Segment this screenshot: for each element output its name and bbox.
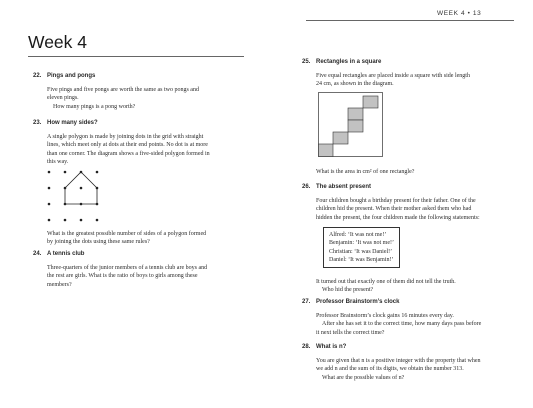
question-26-question: It turned out that exactly one of them did not tell the truth. Who hid the present? xyxy=(316,279,456,294)
question-28-heading: 28. What is n? xyxy=(302,344,347,350)
question-27-text: Professor Brainstorm’s clock gains 16 minutes every day. After she has set it to the correct time, how many days pass before it next tells the correct time? xyxy=(316,313,482,336)
page-title: Week 4 xyxy=(28,32,88,52)
running-header: WEEK 4 • 13 xyxy=(437,10,482,17)
grid-dot xyxy=(96,171,99,174)
question-26-heading: 26. The absent present xyxy=(302,184,372,190)
rectangle-1 xyxy=(363,96,378,108)
question-23-text: A single polygon is made by joining dots in the grid with straight lines, which meet only at dots at their end points. No dot is at more than one corner. The diagram shows a five-sided polygon formed in this way. xyxy=(47,134,210,165)
question-25-heading: 25. Rectangles in a square xyxy=(302,59,382,65)
dot-grid-diagram xyxy=(45,168,105,226)
question-24-text: Three-quarters of the junior members of a tennis club are boys and the rest are girls. What is the ratio of boys to girls among these members? xyxy=(47,265,208,288)
statements-box: Alfred: ‘It was not me!’ Benjamin: ‘It was not me!’ Christian: ‘It was Daniel!’ Daniel: ‘It was Benjamin!’ xyxy=(323,227,400,268)
question-27-heading: 27. Professor Brainstorm’s clock xyxy=(302,299,400,305)
dot-grid xyxy=(48,171,99,222)
grid-dot xyxy=(48,219,51,222)
rectangles-in-square-diagram xyxy=(318,92,384,158)
grid-dot xyxy=(48,203,51,206)
grid-dot xyxy=(96,219,99,222)
question-22-heading: 22. Pings and pongs xyxy=(33,73,96,79)
grid-dot xyxy=(48,187,51,190)
grid-dot xyxy=(64,219,67,222)
grid-dot xyxy=(48,171,51,174)
header-rule xyxy=(306,20,514,21)
question-26-text: Four children bought a birthday present for their father. One of the children hid the present. When their mother asked them who had hidden the present, the four children made the following statements: xyxy=(316,198,480,221)
grid-dot xyxy=(64,171,67,174)
question-24-heading: 24. A tennis club xyxy=(33,251,85,257)
title-rule xyxy=(28,56,244,57)
grid-dot xyxy=(80,219,83,222)
question-22-text: Five pings and five pongs are worth the same as two pongs and eleven pings. How many pings is a pong worth? xyxy=(47,87,199,110)
question-28-text: You are given that n is a positive integer with the property that when we add n and the sum of its digits, we obtain the number 313. What are the possible values of n? xyxy=(316,358,481,381)
question-25-text: Five equal rectangles are placed inside a square with side length 24 cm, as shown in the diagram. xyxy=(316,73,470,88)
question-23-heading: 23. How many sides? xyxy=(33,120,98,126)
grid-dot xyxy=(80,187,83,190)
rectangle-2 xyxy=(348,108,363,120)
question-25-question: What is the area in cm² of one rectangle? xyxy=(316,169,415,175)
rectangle-4 xyxy=(333,132,348,144)
rectangle-3 xyxy=(348,120,363,132)
question-23-question: What is the greatest possible number of sides of a polygon formed by joining the dots using these same rules? xyxy=(47,231,207,246)
rectangle-5 xyxy=(319,144,334,157)
